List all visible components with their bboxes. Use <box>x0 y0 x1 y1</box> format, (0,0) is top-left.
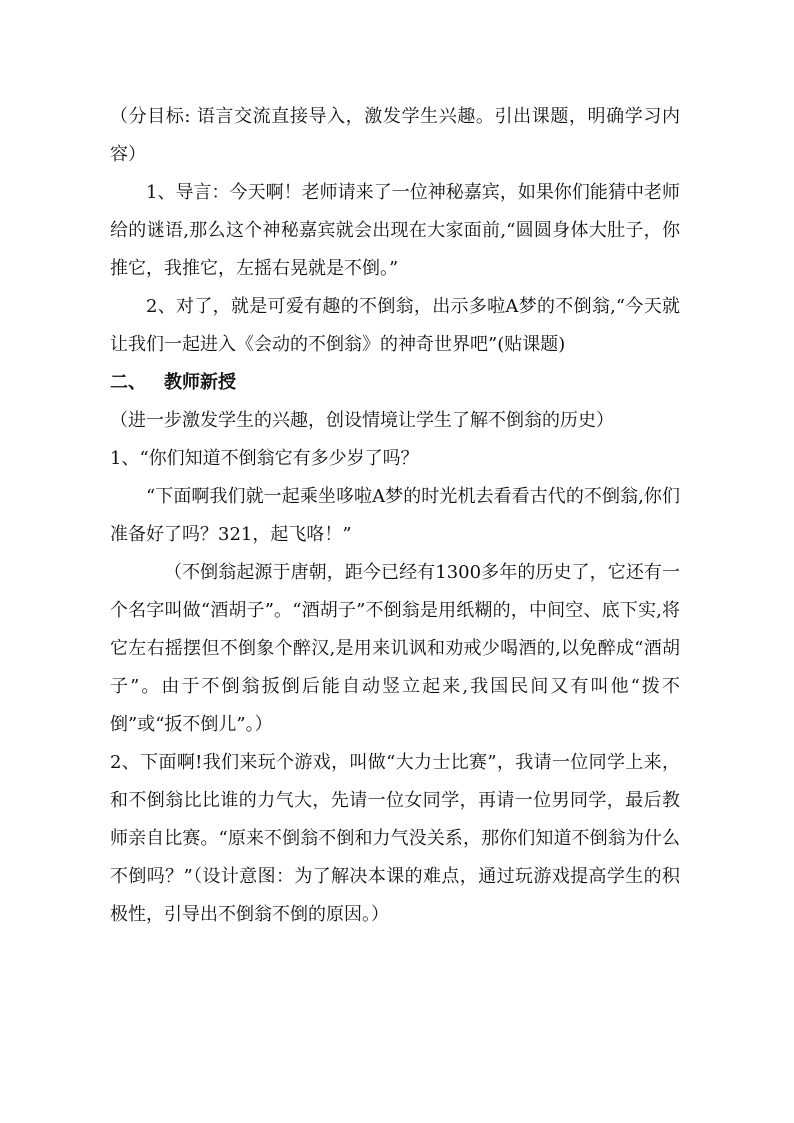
intro-paragraph: 1、导言：今天啊！老师请来了一位神秘嘉宾，如果你们能猜中老师给的谜语,那么这个神秘嘉宾就会出现在大家面前,“圆圆身体大肚子，你推它，我推它，左摇右晃就是不倒。” <box>110 182 680 279</box>
game-paragraph: 2、下面啊!我们来玩个游戏，叫做“大力士比赛”，我请一位同学上来，和不倒翁比比谁的力气大，先请一位女同学，再请一位男同学，最后教师亲自比赛。“原来不倒翁不倒和力气没关系，那你们知道不倒翁为什么不倒吗？”（设计意图：为了解决本课的难点，通过玩游戏提高学生的积极性，引导出不倒翁不倒的原因。） <box>110 752 680 925</box>
time-machine-paragraph: “下面啊我们就一起乘坐哆啦A梦的时光机去看看古代的不倒翁,你们准备好了吗？321，起飞咯！” <box>110 486 680 545</box>
objective-paragraph: （分目标: 语言交流直接导入，激发学生兴趣。引出课题，明确学习内容） <box>110 106 680 165</box>
section-heading-title: 教师新授 <box>164 372 236 393</box>
document-page <box>110 98 680 934</box>
history-objective-paragraph: （进一步激发学生的兴趣，创设情境让学生了解不倒翁的历史） <box>110 410 614 431</box>
tumbler-paragraph: 2、对了，就是可爱有趣的不倒翁，出示多啦A梦的不倒翁,“今天就让我们一起进入《会动的不倒翁》的神奇世界吧”(贴课题) <box>110 296 680 355</box>
section-heading-number: 二、 <box>110 372 146 393</box>
history-paragraph: （不倒翁起源于唐朝，距今已经有1300多年的历史了，它还有一个名字叫做“酒胡子”。“酒胡子”不倒翁是用纸糊的，中间空、底下实,将它左右摇摆但不倒象个醉汉,是用来讥讽和劝戒少喝酒的,以免醉成“酒胡子”。由于不倒翁扳倒后能自动竖立起来,我国民间又有叫他“拨不倒”或“扳不倒儿”。） <box>110 562 680 735</box>
age-question-paragraph: 1、“你们知道不倒翁它有多少岁了吗？ <box>110 448 419 469</box>
section-heading <box>110 364 680 402</box>
